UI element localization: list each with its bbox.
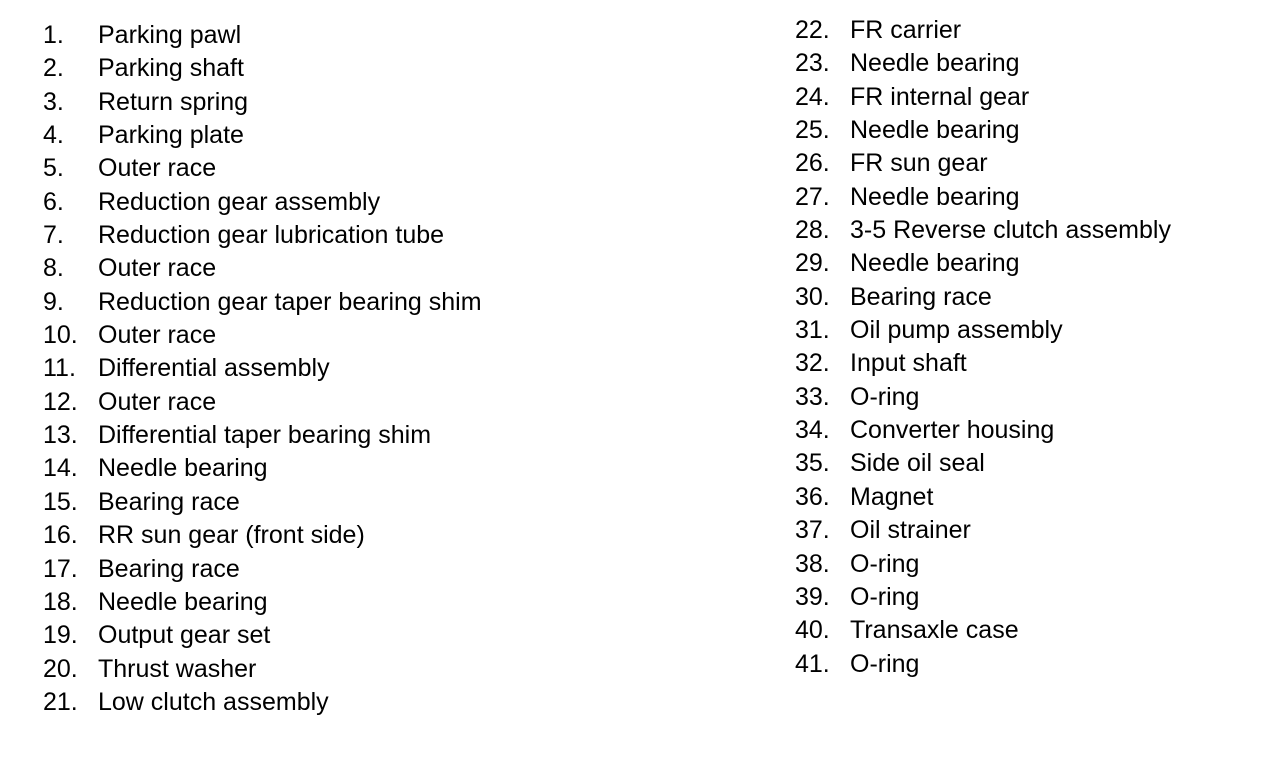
- part-number: 1.: [43, 21, 64, 49]
- part-name: O-ring: [850, 382, 920, 411]
- part-number: 25.: [795, 116, 830, 145]
- part-number: 3.: [43, 87, 64, 116]
- part-number: 41.: [795, 649, 830, 678]
- part-name: RR sun gear (front side): [98, 521, 365, 550]
- part-name: Low clutch assembly: [98, 687, 329, 716]
- part-number: 23.: [795, 49, 830, 78]
- part-number: 27.: [795, 182, 830, 211]
- part-number: 39.: [795, 582, 830, 611]
- part-number: 17.: [43, 554, 78, 583]
- part-number: 13.: [43, 421, 78, 450]
- part-name: Oil strainer: [850, 516, 971, 545]
- part-name: Bearing race: [98, 487, 240, 516]
- part-number: 18.: [43, 587, 78, 616]
- part-number: 6.: [43, 187, 64, 216]
- part-name: Magnet: [850, 482, 934, 511]
- part-number: 7.: [43, 221, 64, 250]
- part-number: 8.: [43, 254, 64, 283]
- part-number: 11.: [43, 354, 76, 383]
- part-number: 2.: [43, 54, 64, 83]
- part-name: Reduction gear taper bearing shim: [98, 287, 482, 316]
- part-name: FR sun gear: [850, 149, 988, 178]
- part-number: 16.: [43, 521, 78, 550]
- part-number: 35.: [795, 449, 830, 478]
- part-name: Outer race: [98, 321, 217, 350]
- part-name: Needle bearing: [850, 116, 1020, 145]
- part-name: Needle bearing: [98, 454, 268, 483]
- part-number: 37.: [795, 516, 830, 545]
- part-name: Input shaft: [850, 349, 967, 378]
- part-number: 28.: [795, 216, 830, 245]
- part-name: 3-5 Reverse clutch assembly: [850, 216, 1171, 245]
- part-name: Differential assembly: [98, 354, 330, 383]
- part-number: 36.: [795, 482, 830, 511]
- part-name: O-ring: [850, 549, 920, 578]
- part-number: 12.: [43, 387, 78, 416]
- part-name: O-ring: [850, 582, 920, 611]
- part-name: Parking shaft: [98, 54, 244, 83]
- part-number: 38.: [795, 549, 830, 578]
- part-number: 30.: [795, 282, 830, 311]
- part-name: Reduction gear lubrication tube: [98, 221, 445, 250]
- part-number: 31.: [795, 316, 830, 345]
- part-name: Reduction gear assembly: [98, 187, 381, 216]
- part-number: 5.: [43, 154, 64, 183]
- part-name: Needle bearing: [850, 49, 1020, 78]
- part-name: Needle bearing: [850, 182, 1020, 211]
- part-name: Transaxle case: [850, 616, 1019, 645]
- part-number: 4.: [43, 121, 64, 150]
- part-name: Return spring: [98, 87, 249, 116]
- part-name: FR carrier: [850, 16, 962, 44]
- part-number: 20.: [43, 654, 78, 683]
- part-number: 32.: [795, 349, 830, 378]
- part-name: Bearing race: [98, 554, 240, 583]
- part-name: Needle bearing: [98, 587, 268, 616]
- part-number: 24.: [795, 82, 830, 111]
- part-number: 29.: [795, 249, 830, 278]
- part-name: FR internal gear: [850, 82, 1030, 111]
- part-number: 21.: [43, 687, 78, 716]
- part-name: Thrust washer: [98, 654, 257, 683]
- part-name: Outer race: [98, 154, 217, 183]
- part-name: Parking pawl: [98, 21, 242, 49]
- part-number: 15.: [43, 487, 78, 516]
- part-number: 9.: [43, 287, 64, 316]
- part-number: 22.: [795, 16, 830, 44]
- part-name: Converter housing: [850, 416, 1055, 445]
- part-name: Side oil seal: [850, 449, 985, 478]
- part-number: 33.: [795, 382, 830, 411]
- part-number: 26.: [795, 149, 830, 178]
- part-number: 19.: [43, 621, 78, 650]
- part-name: Needle bearing: [850, 249, 1020, 278]
- part-number: 14.: [43, 454, 78, 483]
- part-number: 34.: [795, 416, 830, 445]
- part-name: Outer race: [98, 254, 217, 283]
- part-name: O-ring: [850, 649, 920, 678]
- part-name: Outer race: [98, 387, 217, 416]
- part-name: Oil pump assembly: [850, 316, 1063, 345]
- part-name: Differential taper bearing shim: [98, 421, 432, 450]
- part-name: Bearing race: [850, 282, 992, 311]
- part-name: Output gear set: [98, 621, 271, 650]
- part-name: Parking plate: [98, 121, 244, 150]
- part-number: 40.: [795, 616, 830, 645]
- part-number: 10.: [43, 321, 78, 350]
